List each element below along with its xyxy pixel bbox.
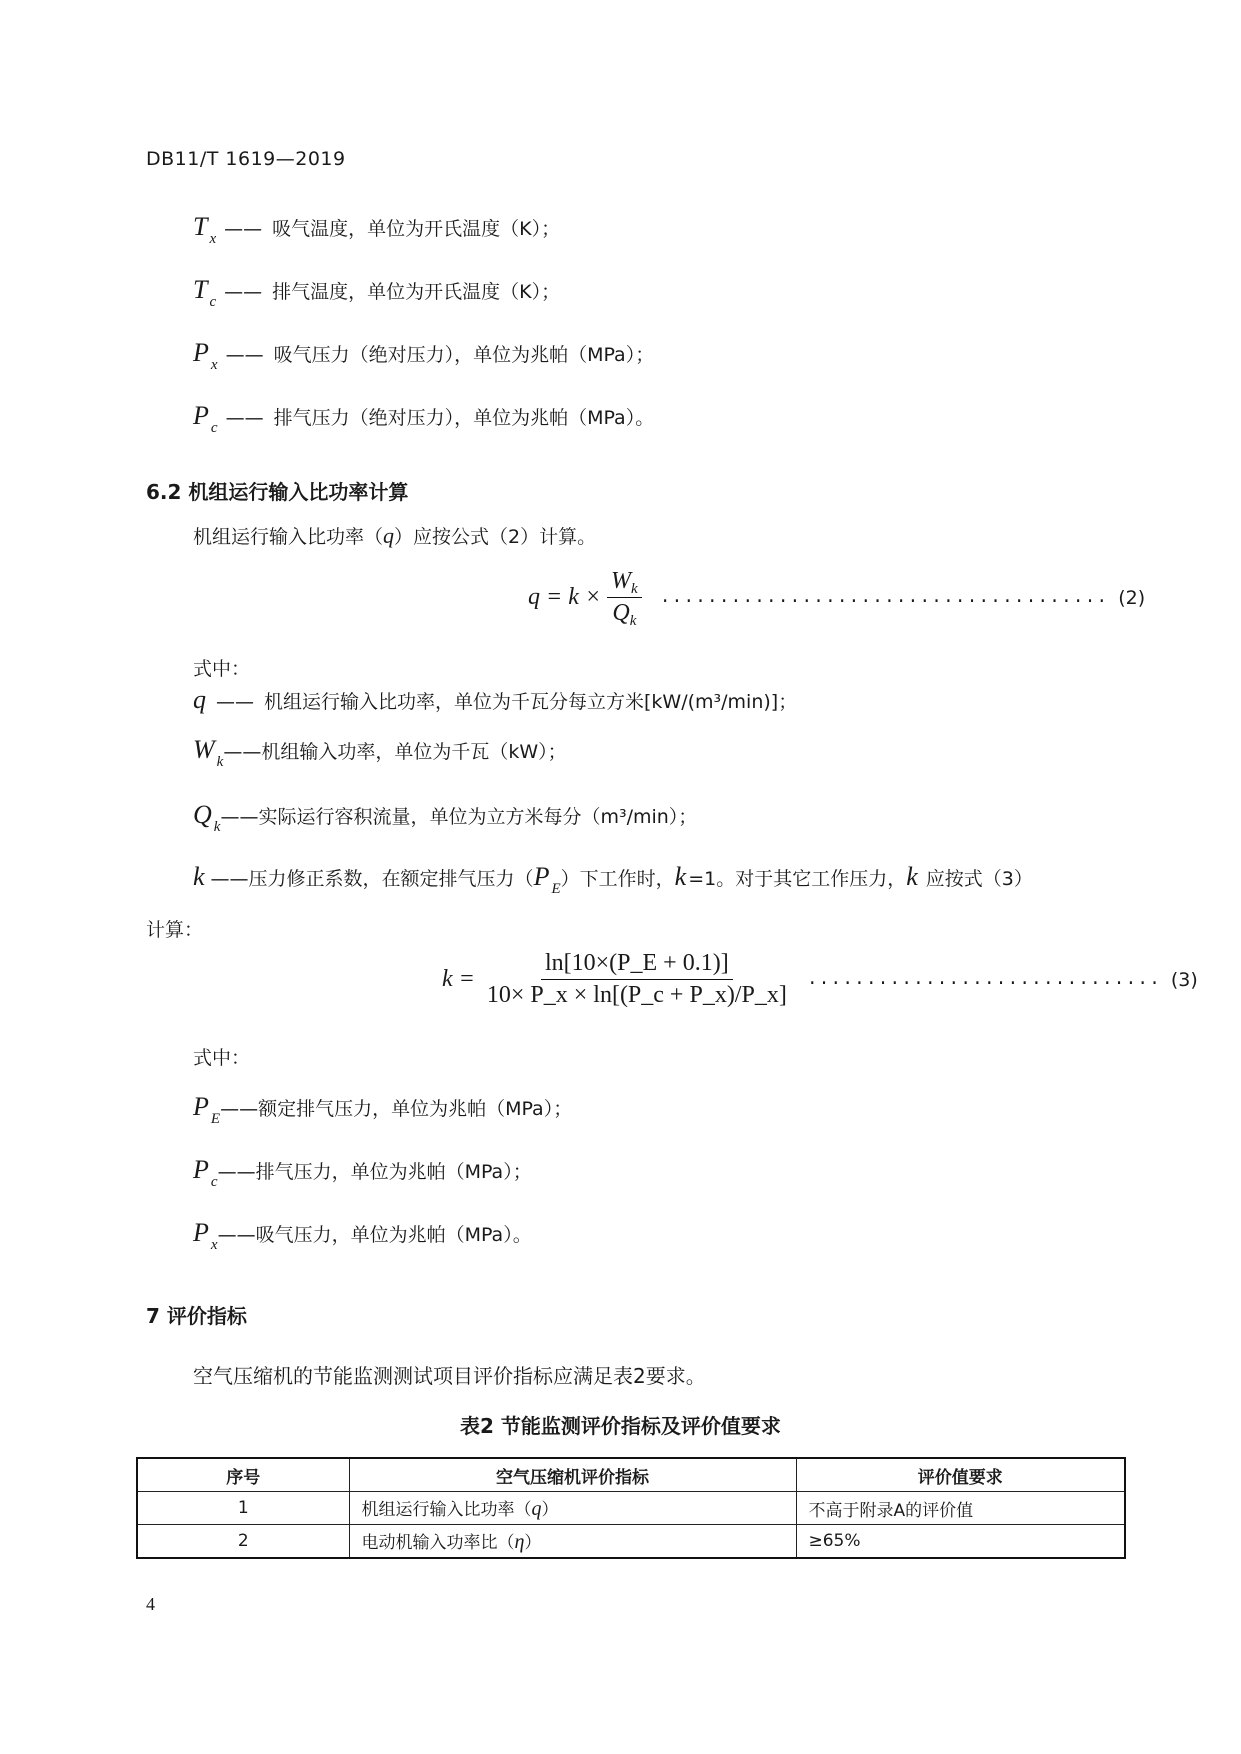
definition-tc: T c —— 排气温度，单位为开氏温度（K）；: [193, 275, 561, 310]
where-label-2: 式中：: [193, 1047, 251, 1069]
equation-number: (2): [1118, 586, 1146, 609]
definition-pc-2: P c —— 排气压力，单位为兆帕（MPa）；: [193, 1155, 532, 1190]
formula-3: k = $\frac{\ln[10\times(P\_E + 0.1)]}{10\times P\_x \times \ln[(P\_c + P\_x)/P\_x]}$ .............................. (3): [442, 950, 1198, 1008]
table-cell-indicator: 电动机输入功率比（η）: [349, 1525, 796, 1559]
definition-wk: W k —— 机组输入功率，单位为千瓦（kW）；: [193, 735, 567, 770]
table-cell-no: 1: [137, 1492, 349, 1525]
table-cell-requirement: 不高于附录A的评价值: [796, 1492, 1125, 1525]
definition-px: P x —— 吸气压力（绝对压力），单位为兆帕（MPa）；: [193, 338, 655, 373]
table-cell-indicator: 机组运行输入比功率（q）: [349, 1492, 796, 1525]
equation-number: (3): [1170, 968, 1198, 991]
definition-tx: T x —— 吸气温度，单位为开氏温度（K）；: [193, 212, 561, 247]
table-row: [137, 1525, 1125, 1559]
leader-dots: ......................................: [659, 587, 1109, 608]
definition-k: k —— 压力修正系数，在额定排气压力（ P E ）下工作时， k =1。对于其它工作压力， k 应按式（3）: [193, 862, 1033, 897]
table-header-row: [137, 1458, 1125, 1492]
definition-qk: Q k —— 实际运行容积流量，单位为立方米每分（m³/min）；: [193, 800, 698, 835]
section-6-2-title: 6.2 机组运行输入比功率计算: [146, 480, 409, 504]
table-row: [137, 1492, 1125, 1525]
column-header: 空气压缩机评价指标: [349, 1458, 796, 1492]
page-number: 4: [146, 1594, 155, 1614]
where-label: 式中：: [193, 658, 251, 680]
column-header: 序号: [137, 1458, 349, 1492]
definition-q: q —— 机组运行输入比功率，单位为千瓦分每立方米[kW/(m³/min)]；: [193, 685, 798, 714]
column-header: 评价值要求: [796, 1458, 1125, 1492]
definition-pc: P c —— 排气压力（绝对压力），单位为兆帕（MPa）。: [193, 401, 655, 436]
section-7-title: 7 评价指标: [146, 1304, 247, 1328]
section-6-2-intro: 机组运行输入比功率（q）应按公式（2）计算。: [193, 523, 597, 548]
definition-pe: P E —— 额定排气压力，单位为兆帕（MPa）；: [193, 1092, 573, 1127]
leader-dots: ..............................: [806, 969, 1161, 990]
evaluation-table: [136, 1457, 1126, 1559]
definition-k-continued: 计算：: [146, 919, 204, 941]
table-cell-no: 2: [137, 1525, 349, 1559]
standard-id: DB11/T 1619—2019: [146, 148, 346, 170]
definition-px-2: P x —— 吸气压力，单位为兆帕（MPa）。: [193, 1218, 532, 1253]
table-caption: 表2 节能监测评价指标及评价值要求: [460, 1414, 781, 1438]
section-7-body: 空气压缩机的节能监测测试项目评价指标应满足表2要求。: [193, 1364, 706, 1388]
table-cell-requirement: ≥65%: [796, 1525, 1125, 1559]
formula-2: q = k × $\frac{W_k}{Q_k}$ ...................................... (2): [528, 568, 1146, 629]
